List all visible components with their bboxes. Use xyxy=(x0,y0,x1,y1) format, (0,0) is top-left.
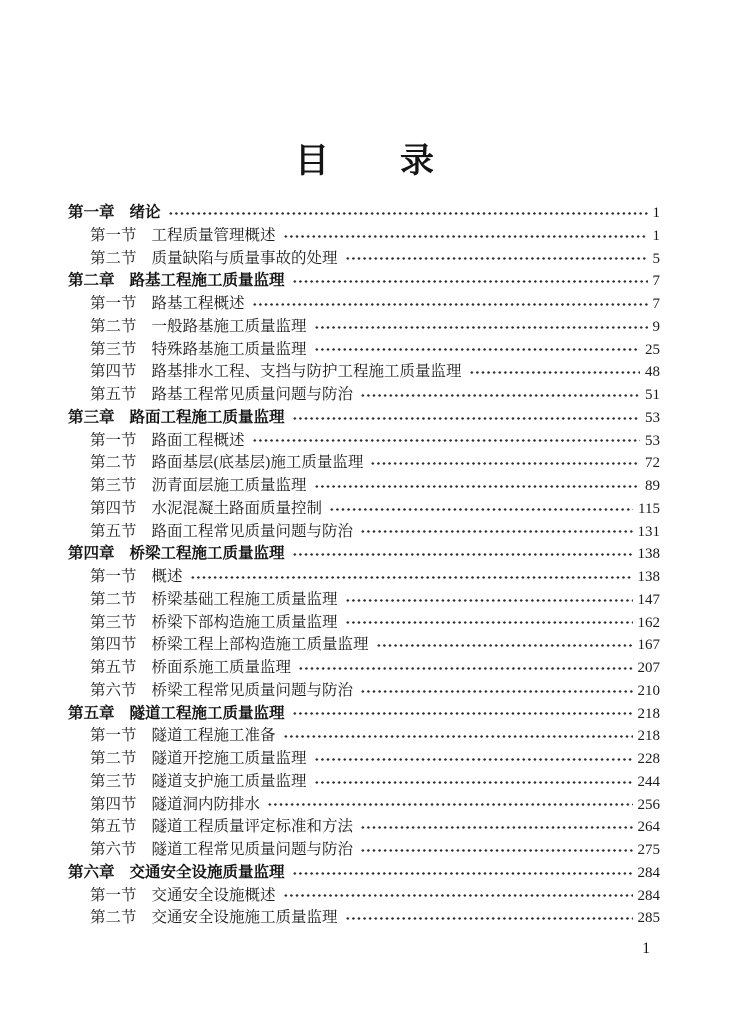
toc-entry-page: 9 xyxy=(652,318,660,335)
dot-leader-icon xyxy=(314,320,648,335)
page-title: 目 录 xyxy=(295,143,435,180)
dot-leader-icon xyxy=(292,866,633,881)
toc-entry-label: 第二节 xyxy=(90,750,137,767)
dot-leader-icon xyxy=(314,342,640,357)
toc-entry-page: 264 xyxy=(637,819,660,836)
toc-entry-page: 72 xyxy=(645,455,660,472)
toc-entry-title: 路基工程概述 xyxy=(151,295,245,312)
toc-entry-section xyxy=(68,430,660,453)
toc-entry-title: 隧道工程施工准备 xyxy=(151,727,276,745)
toc-entry-page: 228 xyxy=(637,751,660,767)
toc-entry-page: 7 xyxy=(652,273,660,290)
toc-entry-title: 桥梁工程施工质量监理 xyxy=(129,545,285,563)
toc-entry-section xyxy=(68,248,660,271)
toc-entry-section xyxy=(68,384,660,407)
toc-entry-title: 交通安全设施质量监理 xyxy=(129,863,285,881)
toc-entry-section xyxy=(68,293,660,316)
toc-entry-section xyxy=(68,339,660,362)
toc-entry-label: 第一节 xyxy=(90,886,137,904)
toc-entry-page: 5 xyxy=(652,250,660,267)
toc-entry-section xyxy=(68,521,660,544)
toc-entry-page: 131 xyxy=(637,523,660,540)
toc-entry-section xyxy=(68,771,660,794)
toc-entry-chapter xyxy=(68,543,660,566)
toc-entry-title: 路基工程常见质量问题与防治 xyxy=(151,386,354,403)
toc-entry-label: 第一节 xyxy=(90,568,137,585)
toc-entry-label: 第三节 xyxy=(90,772,137,790)
dot-leader-icon xyxy=(360,388,640,403)
toc-entry-page: 218 xyxy=(637,728,660,745)
toc-entry-label: 第一节 xyxy=(90,226,137,244)
toc-entry-label: 第二节 xyxy=(90,909,137,927)
dot-leader-icon xyxy=(376,638,633,653)
dot-leader-icon xyxy=(292,274,648,289)
toc-entry-title: 隧道工程常见质量问题与防治 xyxy=(151,841,354,858)
toc-entry-title: 工程质量管理概述 xyxy=(151,226,276,244)
toc-entry-title: 隧道支护施工质量监理 xyxy=(151,772,307,790)
toc-entry-page: 7 xyxy=(652,296,660,312)
toc-entry-title: 路基工程施工质量监理 xyxy=(129,272,285,290)
toc-entry-label: 第一节 xyxy=(90,727,137,745)
dot-leader-icon xyxy=(314,479,640,494)
toc-entry-label: 第四节 xyxy=(90,499,137,517)
toc-entry-label: 第二节 xyxy=(90,249,137,267)
toc-entry-label: 第一章 xyxy=(68,204,115,221)
toc-entry-section xyxy=(68,748,660,771)
dot-leader-icon xyxy=(298,661,632,676)
toc-entry-page: 218 xyxy=(637,705,660,722)
toc-entry-title: 概述 xyxy=(151,568,183,585)
dot-leader-icon xyxy=(345,251,648,266)
toc-entry-label: 第二节 xyxy=(90,454,137,472)
toc-entry-page: 53 xyxy=(645,432,660,449)
toc-entry-label: 第二节 xyxy=(90,317,137,335)
toc-entry-page: 285 xyxy=(637,910,660,927)
toc-entry-section xyxy=(68,498,660,521)
toc-entry-section xyxy=(68,612,660,635)
toc-entry-label: 第三节 xyxy=(90,477,137,494)
toc-entry-label: 第五节 xyxy=(90,659,137,676)
toc-entry-page: 51 xyxy=(645,387,660,403)
toc-entry-title: 沥青面层施工质量监理 xyxy=(151,477,307,494)
toc-entry-label: 第三章 xyxy=(68,408,115,426)
toc-entry-chapter xyxy=(68,270,660,293)
dot-leader-icon xyxy=(360,524,632,539)
toc-entry-page: 244 xyxy=(637,773,660,790)
toc-entry-title: 交通安全设施施工质量监理 xyxy=(151,909,338,927)
dot-leader-icon xyxy=(283,888,633,903)
toc-entry-section xyxy=(68,725,660,748)
toc-entry-chapter xyxy=(68,407,660,430)
toc-entry-page: 53 xyxy=(645,409,660,426)
toc-entry-title: 桥面系施工质量监理 xyxy=(151,659,292,676)
toc-entry-section xyxy=(68,316,660,339)
toc-entry-title: 一般路基施工质量监理 xyxy=(151,317,307,335)
dot-leader-icon xyxy=(252,297,648,312)
dot-leader-icon xyxy=(469,365,640,380)
toc-entry-page: 48 xyxy=(645,364,660,381)
toc-entry-label: 第四章 xyxy=(68,545,115,563)
toc-entry-section xyxy=(68,589,660,612)
toc-entry-page: 256 xyxy=(637,796,660,813)
toc-entry-page: 210 xyxy=(637,682,660,699)
toc-entry-title: 隧道开挖施工质量监理 xyxy=(151,750,307,767)
toc-entry-page: 284 xyxy=(637,864,660,881)
toc-entry-title: 桥梁下部构造施工质量监理 xyxy=(151,613,338,631)
toc-entry-section xyxy=(68,361,660,384)
dot-leader-icon xyxy=(168,206,648,221)
toc-entry-section xyxy=(68,885,660,908)
toc-entry-page: 162 xyxy=(637,614,660,631)
toc-entry-page: 207 xyxy=(637,660,660,676)
dot-leader-icon xyxy=(267,797,632,812)
table-of-contents xyxy=(68,202,660,930)
toc-entry-label: 第二节 xyxy=(90,590,137,608)
toc-entry-label: 第三节 xyxy=(90,613,137,631)
toc-entry-page: 25 xyxy=(645,341,660,358)
toc-entry-section xyxy=(68,839,660,862)
toc-entry-section xyxy=(68,657,660,680)
toc-entry-section xyxy=(68,907,660,930)
dot-leader-icon xyxy=(360,820,632,835)
toc-entry-title: 桥梁基础工程施工质量监理 xyxy=(151,590,338,608)
toc-entry-label: 第六节 xyxy=(90,681,137,699)
toc-entry-section xyxy=(68,475,660,498)
toc-entry-chapter xyxy=(68,202,660,225)
toc-entry-title: 特殊路基施工质量监理 xyxy=(151,340,307,358)
toc-entry-page: 284 xyxy=(637,887,660,904)
dot-leader-icon xyxy=(345,911,633,926)
toc-entry-label: 第五章 xyxy=(68,704,115,722)
toc-entry-title: 隧道洞内防排水 xyxy=(151,795,261,813)
dot-leader-icon xyxy=(360,684,632,699)
toc-entry-section xyxy=(68,634,660,657)
dot-leader-icon xyxy=(314,775,633,790)
dot-leader-icon xyxy=(190,570,633,585)
dot-leader-icon xyxy=(370,456,640,471)
toc-entry-page: 1 xyxy=(652,227,660,244)
toc-entry-title: 隧道工程施工质量监理 xyxy=(129,704,285,722)
toc-entry-label: 第四节 xyxy=(90,363,137,381)
toc-entry-page: 167 xyxy=(637,637,660,654)
toc-entry-title: 交通安全设施概述 xyxy=(151,886,276,904)
toc-entry-label: 第一节 xyxy=(90,431,137,449)
toc-entry-page: 147 xyxy=(637,591,660,608)
toc-entry-label: 第五节 xyxy=(90,818,137,836)
toc-entry-page: 89 xyxy=(645,478,660,494)
dot-leader-icon xyxy=(292,706,633,721)
toc-entry-section xyxy=(68,794,660,817)
dot-leader-icon xyxy=(292,547,633,562)
toc-entry-section xyxy=(68,816,660,839)
toc-entry-title: 质量缺陷与质量事故的处理 xyxy=(151,249,338,267)
toc-entry-page: 138 xyxy=(637,546,660,563)
toc-entry-title: 路基排水工程、支挡与防护工程施工质量监理 xyxy=(151,363,462,381)
toc-entry-title: 桥梁工程常见质量问题与防治 xyxy=(151,681,354,699)
toc-entry-section xyxy=(68,680,660,703)
toc-entry-page: 115 xyxy=(638,500,660,517)
toc-entry-title: 路面工程常见质量问题与防治 xyxy=(151,522,354,540)
dot-leader-icon xyxy=(292,411,640,426)
toc-entry-page: 1 xyxy=(652,205,660,221)
toc-entry-title: 桥梁工程上部构造施工质量监理 xyxy=(151,636,369,654)
dot-leader-icon xyxy=(252,433,640,448)
toc-entry-label: 第五节 xyxy=(90,386,137,403)
dot-leader-icon xyxy=(283,229,648,244)
toc-entry-label: 第六章 xyxy=(68,863,115,881)
dot-leader-icon xyxy=(329,502,633,517)
toc-entry-section xyxy=(68,225,660,248)
toc-entry-label: 第四节 xyxy=(90,795,137,813)
toc-entry-label: 第四节 xyxy=(90,636,137,654)
page-number-folio: 1 xyxy=(642,940,650,957)
toc-entry-title: 绪论 xyxy=(129,204,161,221)
toc-entry-label: 第六节 xyxy=(90,841,137,858)
toc-entry-label: 第三节 xyxy=(90,340,137,358)
toc-entry-title: 路面工程概述 xyxy=(151,431,245,449)
toc-entry-section xyxy=(68,566,660,589)
toc-entry-title: 路面工程施工质量监理 xyxy=(129,408,285,426)
toc-entry-label: 第二章 xyxy=(68,272,115,290)
toc-entry-title: 路面基层(底基层)施工质量监理 xyxy=(151,454,364,472)
dot-leader-icon xyxy=(345,593,633,608)
toc-entry-page: 275 xyxy=(637,842,660,858)
toc-entry-title: 水泥混凝土路面质量控制 xyxy=(151,499,323,517)
toc-entry-chapter xyxy=(68,862,660,885)
toc-entry-label: 第一节 xyxy=(90,295,137,312)
toc-entry-title: 隧道工程质量评定标准和方法 xyxy=(151,818,354,836)
dot-leader-icon xyxy=(345,615,633,630)
toc-entry-label: 第五节 xyxy=(90,522,137,540)
toc-entry-section xyxy=(68,452,660,475)
dot-leader-icon xyxy=(314,752,633,767)
toc-entry-page: 138 xyxy=(637,569,660,585)
dot-leader-icon xyxy=(360,843,632,858)
toc-entry-chapter xyxy=(68,703,660,726)
dot-leader-icon xyxy=(283,729,633,744)
